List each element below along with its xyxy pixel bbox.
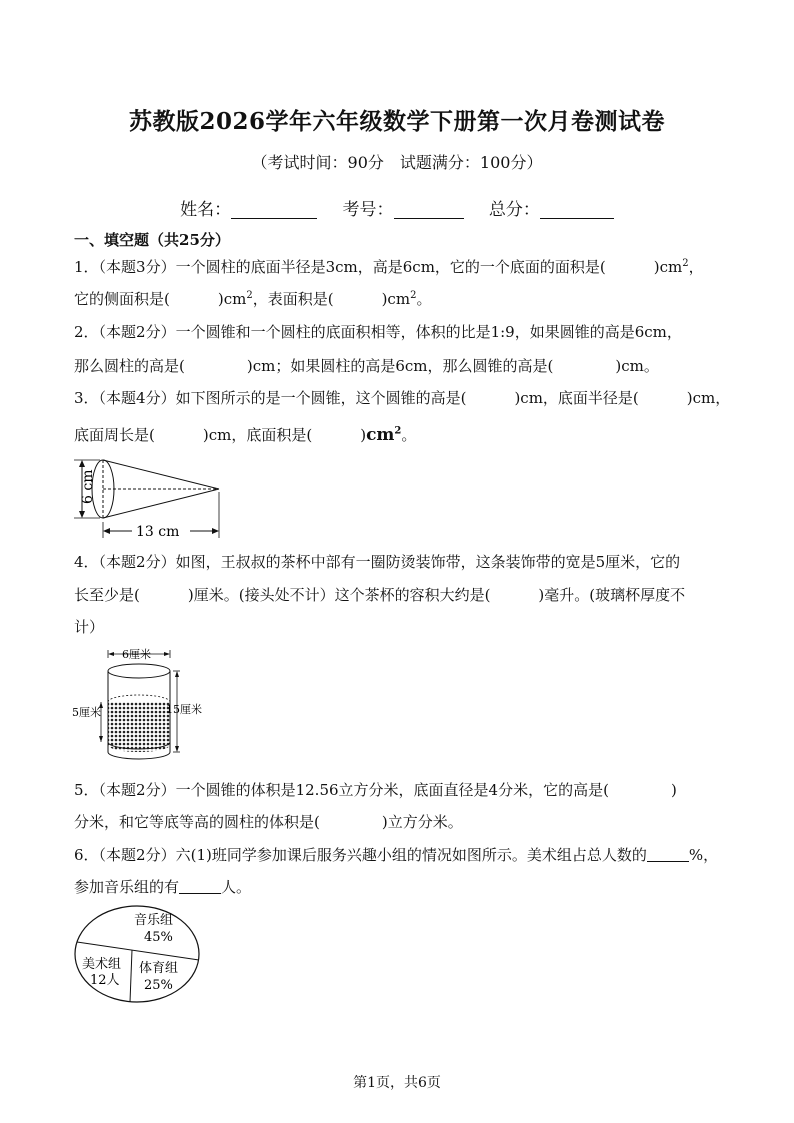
q1-sup-3: 2	[410, 290, 417, 301]
page-footer: 第1页，共6页	[353, 1075, 441, 1091]
q2-text-d: )cm。	[615, 357, 659, 375]
q1-line1	[74, 256, 704, 277]
q6-text-b: %，	[688, 846, 719, 864]
q6-line2	[74, 876, 251, 897]
q2-line2	[74, 355, 659, 376]
q5-text-b: )	[670, 781, 677, 799]
q1-text-g: )cm	[381, 290, 411, 308]
cone-length-label: 13 cm	[136, 524, 180, 540]
cup-figure	[70, 646, 220, 766]
q3-line2	[74, 424, 416, 445]
q6-line1	[74, 844, 718, 865]
q3-sup: 2	[394, 425, 402, 437]
q1-text-f: ，表面积是(	[252, 290, 334, 308]
q6-blank-2[interactable]	[179, 879, 221, 894]
q1-text-h: 。	[416, 290, 432, 308]
q4-text-e: 计）	[74, 618, 105, 636]
q4-text-c: )厘米。(接头处不计）这个茶杯的容积大约是(	[187, 586, 491, 604]
cup-height-label: 15厘米	[166, 703, 202, 716]
pie-sport-pct: 25%	[144, 978, 173, 993]
pie-music-label: 音乐组	[134, 913, 174, 928]
q4-line1	[74, 551, 680, 572]
name-label: 姓名：	[180, 200, 232, 220]
q1-text-a: 1．（本题3分）一个圆柱的底面半径是3cm，高是6cm，它的一个底面的面积是(	[74, 258, 606, 276]
cone-diameter-label: 6 cm	[80, 469, 96, 504]
number-label: 考号：	[342, 200, 394, 220]
q4-line2	[74, 584, 685, 605]
q2-text-a: 2．（本题2分）一个圆锥和一个圆柱的底面积相等，体积的比是1:9，如果圆锥的高是6cm，	[74, 323, 682, 341]
score-blank[interactable]	[540, 200, 614, 219]
pie-art-label: 美术组	[82, 957, 122, 972]
exam-subtitle: （考试时间：90分 试题满分：100分）	[251, 153, 543, 172]
q1-text-b: )cm	[653, 258, 683, 276]
q1-sup-2: 2	[246, 290, 253, 301]
q5-text-d: )立方分米。	[381, 813, 463, 831]
cup-band-label: 5厘米	[72, 706, 101, 719]
q1-line2	[74, 288, 431, 309]
q3-unit: cm	[366, 425, 395, 445]
q2-line1	[74, 321, 682, 342]
student-info	[0, 195, 794, 220]
q1-text-e: )cm	[217, 290, 247, 308]
q5-text-c: 分米，和它等底等高的圆柱的体积是(	[74, 813, 320, 831]
q4-text-a: 4．（本题2分）如图，王叔叔的茶杯中部有一圈防烫装饰带，这条装饰带的宽是5厘米，它的	[74, 553, 681, 571]
q6-text-c: 参加音乐组的有	[74, 878, 180, 896]
q3-text-e: )cm，底面积是(	[202, 426, 313, 444]
q1-text-c: ，	[688, 258, 704, 276]
q3-line1	[74, 387, 730, 408]
q3-text-h: 。	[401, 426, 417, 444]
q2-text-c: )cm；如果圆柱的高是6cm，那么圆锥的高是(	[246, 357, 554, 375]
number-blank[interactable]	[394, 200, 464, 219]
pie-music-pct: 45%	[144, 930, 173, 945]
q4-line3	[74, 616, 104, 637]
q6-text-d: 人。	[221, 878, 252, 896]
q1-text-d: 它的侧面积是(	[74, 290, 170, 308]
q3-text-d: 底面周长是(	[74, 426, 155, 444]
pie-art-count: 12人	[90, 973, 120, 988]
q3-text-a: 3．（本题4分）如下图所示的是一个圆锥，这个圆锥的高是(	[74, 389, 467, 407]
exam-title: 苏教版2026学年六年级数学下册第一次月卷测试卷	[128, 108, 665, 135]
q5-text-a: 5．（本题2分）一个圆锥的体积是12.56立方分米，底面直径是4分米，它的高是(	[74, 781, 609, 799]
pie-figure	[72, 904, 202, 1004]
section-heading: 一、填空题（共25分）	[74, 231, 230, 249]
q5-line2	[74, 811, 463, 832]
q4-text-b: 长至少是(	[74, 586, 140, 604]
q2-text-b: 那么圆柱的高是(	[74, 357, 185, 375]
cup-diameter-label: 6厘米	[122, 648, 151, 661]
score-label: 总分：	[488, 200, 540, 220]
q4-text-d: )毫升。(玻璃杯厚度不	[538, 586, 686, 604]
pie-divider-2	[130, 950, 132, 1002]
q6-blank-1[interactable]	[647, 847, 689, 862]
q5-line1	[74, 779, 677, 800]
q3-text-b: )cm，底面半径是(	[514, 389, 639, 407]
q6-text-a: 6．（本题2分）六(1)班同学参加课后服务兴趣小组的情况如图所示。美术组占总人数的	[74, 846, 647, 864]
name-blank[interactable]	[231, 200, 317, 219]
q1-sup: 2	[682, 258, 689, 269]
pie-sport-label: 体育组	[139, 961, 179, 976]
q3-text-f: )	[360, 426, 367, 444]
cone-figure	[70, 452, 230, 542]
q3-text-c: )cm，	[686, 389, 731, 407]
